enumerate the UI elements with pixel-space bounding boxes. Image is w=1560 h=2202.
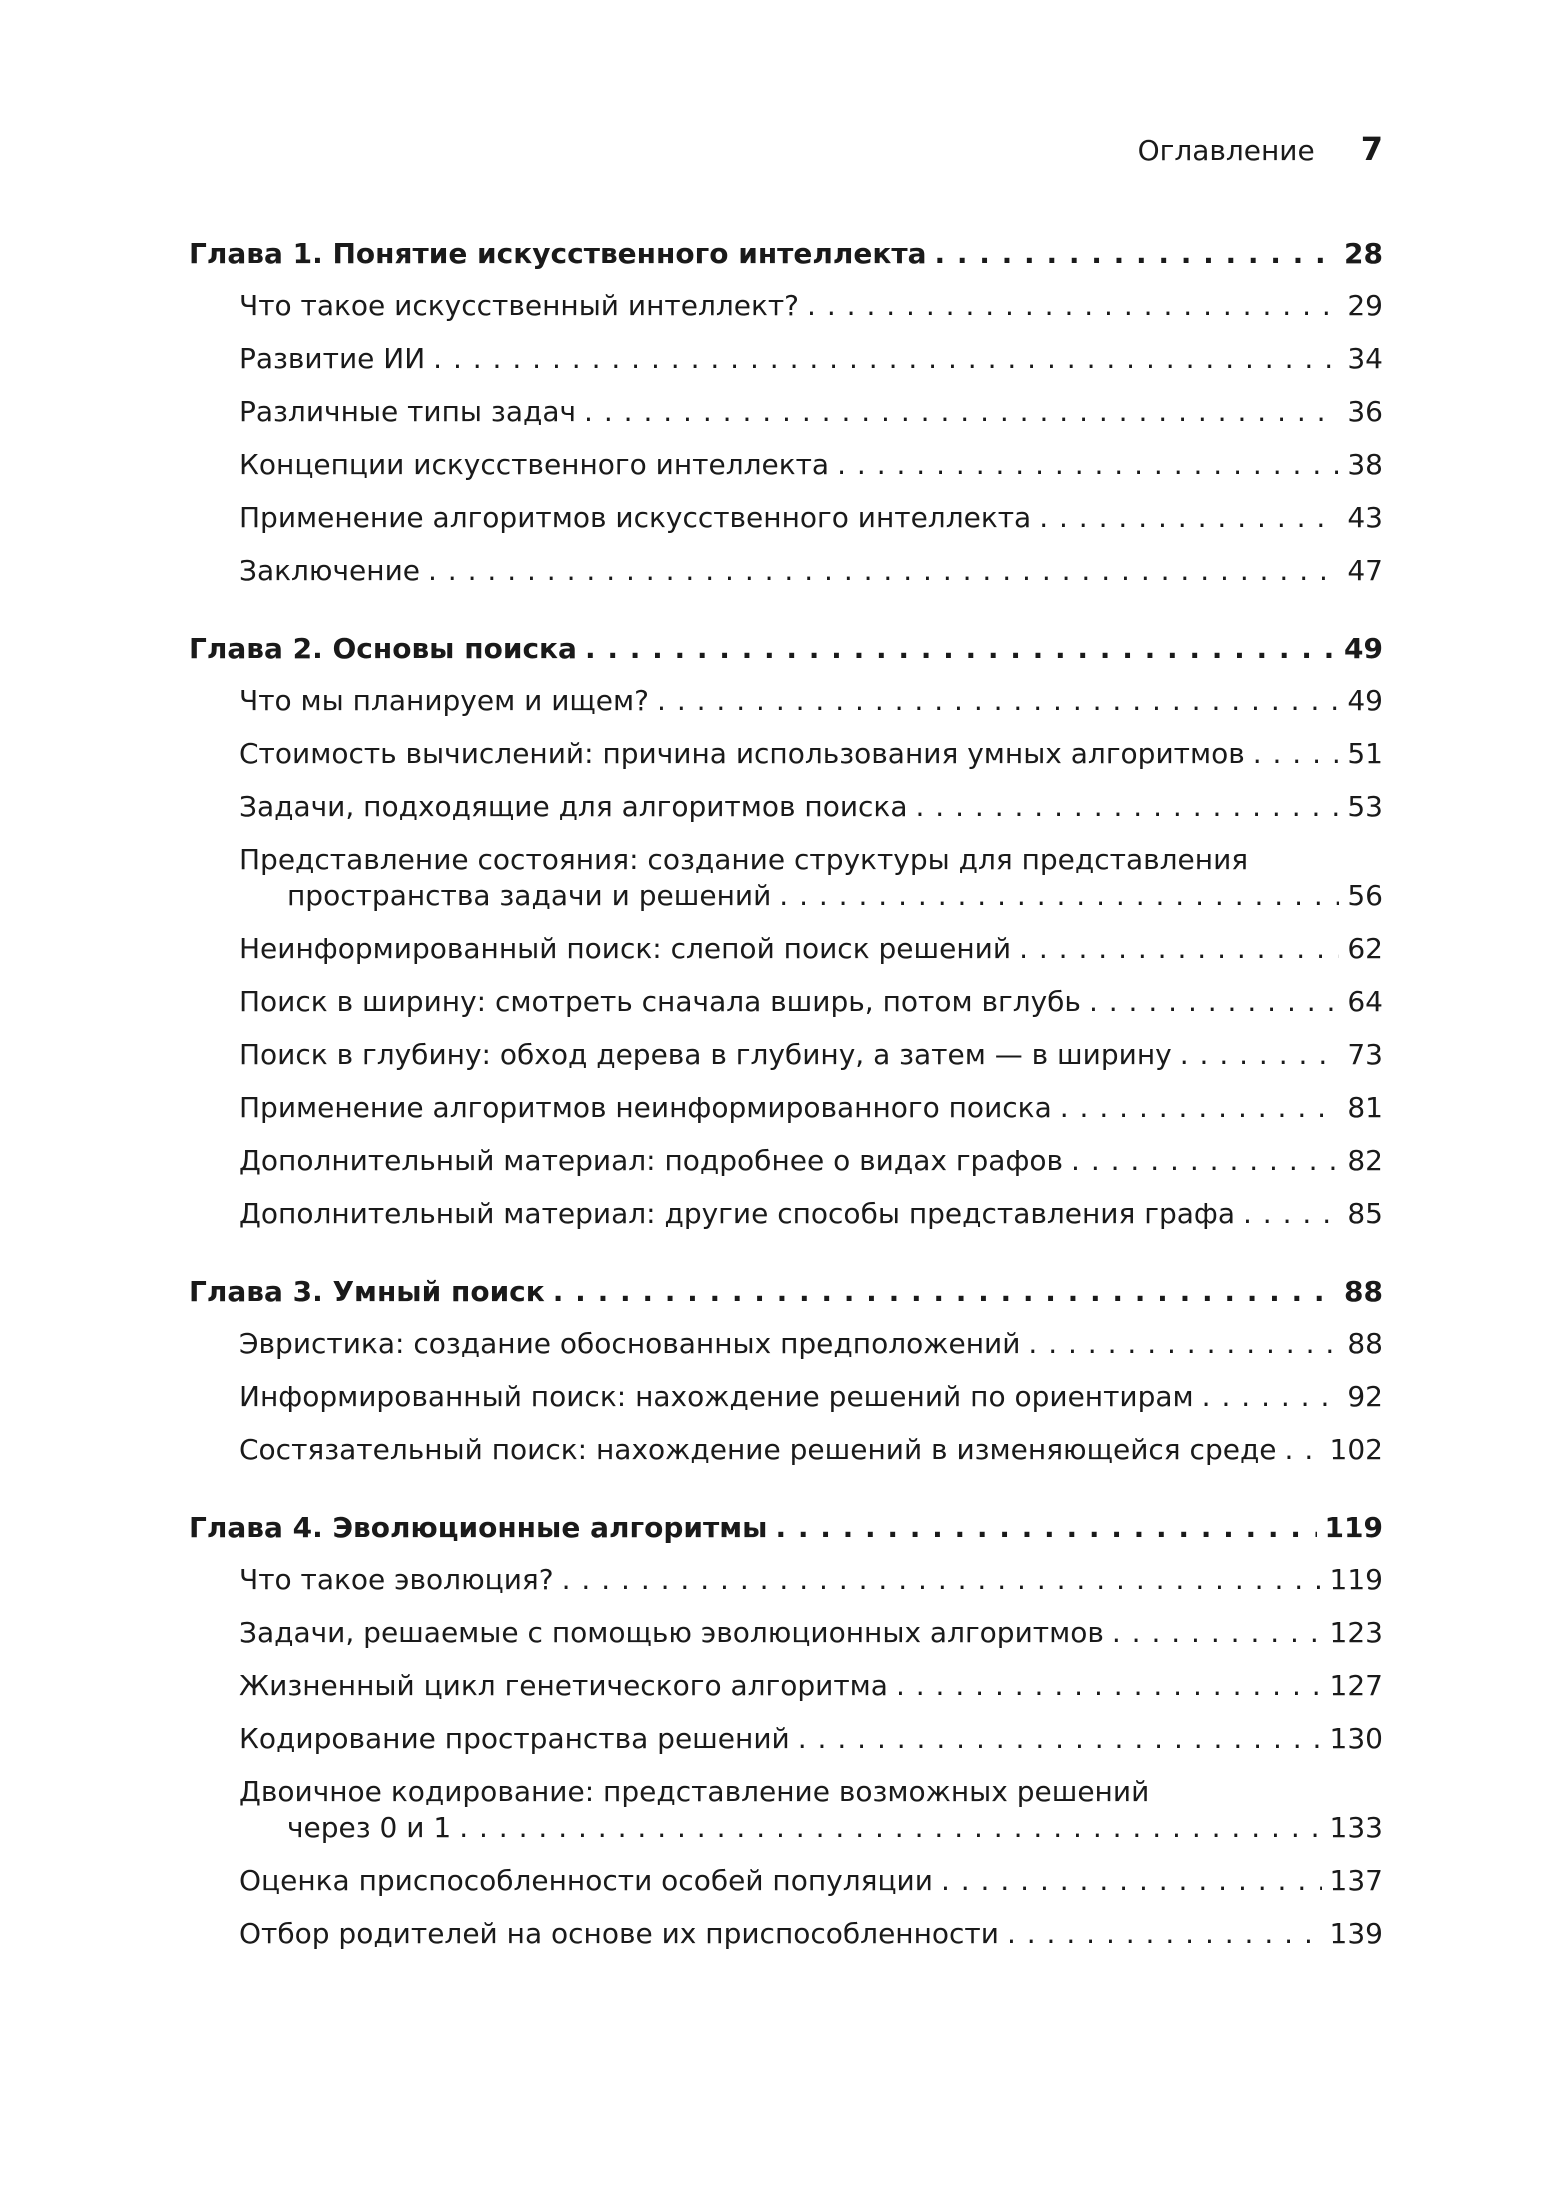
entry-page: 43 [1347, 501, 1383, 534]
entry-page: 82 [1347, 1144, 1383, 1177]
toc-chapter-1 [189, 236, 1383, 589]
entry-title-line2: через 0 и 1 [287, 1811, 452, 1844]
entry-page: 49 [1347, 684, 1383, 717]
entry-title: Задачи, подходящие для алгоритмов поиска [239, 790, 908, 823]
dot-leader [1028, 1326, 1339, 1362]
entry-page: 123 [1329, 1616, 1383, 1649]
entry-page: 53 [1347, 790, 1383, 823]
entry-page: 38 [1347, 448, 1383, 481]
entry-title: Жизненный цикл генетического алгоритма [239, 1669, 888, 1702]
toc-entry[interactable] [189, 1090, 1383, 1126]
entry-page: 127 [1329, 1669, 1383, 1702]
entry-title: Стоимость вычислений: причина использования умных алгоритмов [239, 737, 1245, 770]
entry-title: Задачи, решаемые с помощью эволюционных алгоритмов [239, 1616, 1104, 1649]
chapter-page: 28 [1344, 237, 1383, 270]
dot-leader [428, 553, 1339, 589]
toc-entry[interactable] [189, 1196, 1383, 1232]
dot-leader [1089, 984, 1339, 1020]
dot-leader [837, 447, 1339, 483]
chapter-page: 119 [1324, 1511, 1383, 1544]
entry-page: 36 [1347, 395, 1383, 428]
dot-leader [779, 878, 1339, 914]
dot-leader [941, 1863, 1322, 1899]
entry-page: 51 [1347, 737, 1383, 770]
entry-title: Дополнительный материал: подробнее о видах графов [239, 1144, 1064, 1177]
dot-leader [935, 236, 1337, 272]
toc-entry-multiline[interactable] [189, 1774, 1383, 1846]
dot-leader [1285, 1432, 1322, 1468]
chapter-heading[interactable] [189, 1510, 1383, 1546]
entry-title: Состязательный поиск: нахождение решений в изменяющейся среде [239, 1433, 1277, 1466]
dot-leader [584, 394, 1339, 430]
toc-entry[interactable] [189, 789, 1383, 825]
dot-leader [896, 1668, 1322, 1704]
entry-title: Применение алгоритмов неинформированного поиска [239, 1091, 1052, 1124]
entry-title: Информированный поиск: нахождение решений по ориентирам [239, 1380, 1194, 1413]
chapter-heading[interactable] [189, 631, 1383, 667]
dot-leader [1112, 1615, 1322, 1651]
entry-page: 133 [1329, 1811, 1383, 1844]
entry-page: 119 [1329, 1563, 1383, 1596]
entry-title-line2: пространства задачи и решений [287, 879, 772, 912]
toc-entry[interactable] [189, 394, 1383, 430]
entry-page: 92 [1347, 1380, 1383, 1413]
toc-entry[interactable] [189, 1668, 1383, 1704]
running-head-title: Оглавление [1137, 134, 1315, 167]
dot-leader [1060, 1090, 1340, 1126]
toc-entry[interactable] [189, 1721, 1383, 1757]
entry-title: Развитие ИИ [239, 342, 426, 375]
entry-page: 64 [1347, 985, 1383, 1018]
chapter-heading[interactable] [189, 1274, 1383, 1310]
table-of-contents [189, 236, 1383, 1994]
entry-title: Концепции искусственного интеллекта [239, 448, 830, 481]
dot-leader [585, 631, 1336, 667]
entry-line2 [239, 878, 1383, 914]
chapter-title: Глава 3. Умный поиск [189, 1275, 545, 1308]
dot-leader [1039, 500, 1339, 536]
entry-title: Кодирование пространства решений [239, 1722, 790, 1755]
toc-entry[interactable] [189, 1916, 1383, 1952]
toc-entry[interactable] [189, 1037, 1383, 1073]
dot-leader [807, 288, 1339, 324]
toc-entry[interactable] [189, 1143, 1383, 1179]
dot-leader [798, 1721, 1322, 1757]
chapter-title: Глава 1. Понятие искусственного интеллекта [189, 237, 927, 270]
toc-entry[interactable] [189, 1432, 1383, 1468]
entry-title: Применение алгоритмов искусственного интеллекта [239, 501, 1032, 534]
entry-title: Что такое эволюция? [239, 1563, 554, 1596]
toc-chapter-2 [189, 631, 1383, 1232]
dot-leader [553, 1274, 1336, 1310]
dot-leader [562, 1562, 1322, 1598]
toc-entry[interactable] [189, 931, 1383, 967]
toc-entry[interactable] [189, 1615, 1383, 1651]
entry-title: Что такое искусственный интеллект? [239, 289, 800, 322]
entry-page: 29 [1347, 289, 1383, 322]
entry-page: 34 [1347, 342, 1383, 375]
toc-entry[interactable] [189, 736, 1383, 772]
dot-leader [1071, 1143, 1339, 1179]
entry-title: Дополнительный материал: другие способы представления графа [239, 1197, 1235, 1230]
dot-leader [657, 683, 1339, 719]
dot-leader [459, 1810, 1321, 1846]
chapter-page: 49 [1344, 632, 1383, 665]
toc-entry[interactable] [189, 288, 1383, 324]
entry-title: Оценка приспособленности особей популяции [239, 1864, 933, 1897]
entry-page: 139 [1329, 1917, 1383, 1950]
entry-title: Эвристика: создание обоснованных предположений [239, 1327, 1021, 1360]
entry-page: 47 [1347, 554, 1383, 587]
entry-page: 62 [1347, 932, 1383, 965]
toc-entry[interactable] [189, 683, 1383, 719]
toc-entry[interactable] [189, 1326, 1383, 1362]
entry-title: Поиск в глубину: обход дерева в глубину, а затем — в ширину [239, 1038, 1172, 1071]
toc-chapter-4 [189, 1510, 1383, 1952]
entry-title: Неинформированный поиск: слепой поиск решений [239, 932, 1012, 965]
entry-title: Отбор родителей на основе их приспособленности [239, 1917, 999, 1950]
chapter-page: 88 [1344, 1275, 1383, 1308]
chapter-title: Глава 2. Основы поиска [189, 632, 577, 665]
entry-title: Поиск в ширину: смотреть сначала вширь, потом вглубь [239, 985, 1081, 1018]
dot-leader [1243, 1196, 1339, 1232]
entry-page: 88 [1347, 1327, 1383, 1360]
toc-entry[interactable] [189, 1379, 1383, 1415]
entry-page: 137 [1329, 1864, 1383, 1897]
page-number: 7 [1360, 130, 1383, 168]
dot-leader [1253, 736, 1340, 772]
entry-title-line1: Двоичное кодирование: представление возможных решений [239, 1775, 1150, 1808]
entry-page: 102 [1329, 1433, 1383, 1466]
dot-leader [1180, 1037, 1340, 1073]
toc-entry[interactable] [189, 500, 1383, 536]
entry-title: Что мы планируем и ищем? [239, 684, 650, 717]
entry-page: 130 [1329, 1722, 1383, 1755]
entry-page: 81 [1347, 1091, 1383, 1124]
toc-entry[interactable] [189, 447, 1383, 483]
entry-title: Различные типы задач [239, 395, 577, 428]
entry-page: 85 [1347, 1197, 1383, 1230]
toc-entry[interactable] [189, 553, 1383, 589]
dot-leader [916, 789, 1340, 825]
entry-title-line1: Представление состояния: создание структуры для представления [239, 843, 1249, 876]
toc-entry-multiline[interactable] [189, 842, 1383, 914]
running-head [1138, 130, 1383, 168]
dot-leader [1019, 931, 1339, 967]
entry-title: Заключение [239, 554, 420, 587]
chapter-heading[interactable] [189, 236, 1383, 272]
toc-chapter-3 [189, 1274, 1383, 1468]
toc-entry[interactable] [189, 1863, 1383, 1899]
entry-page: 56 [1347, 879, 1383, 912]
entry-page: 73 [1347, 1038, 1383, 1071]
toc-entry[interactable] [189, 984, 1383, 1020]
dot-leader [433, 341, 1339, 377]
dot-leader [1202, 1379, 1340, 1415]
dot-leader [1007, 1916, 1322, 1952]
entry-line2 [239, 1810, 1383, 1846]
toc-entry[interactable] [189, 341, 1383, 377]
chapter-title: Глава 4. Эволюционные алгоритмы [189, 1511, 768, 1544]
dot-leader [775, 1510, 1316, 1546]
toc-entry[interactable] [189, 1562, 1383, 1598]
